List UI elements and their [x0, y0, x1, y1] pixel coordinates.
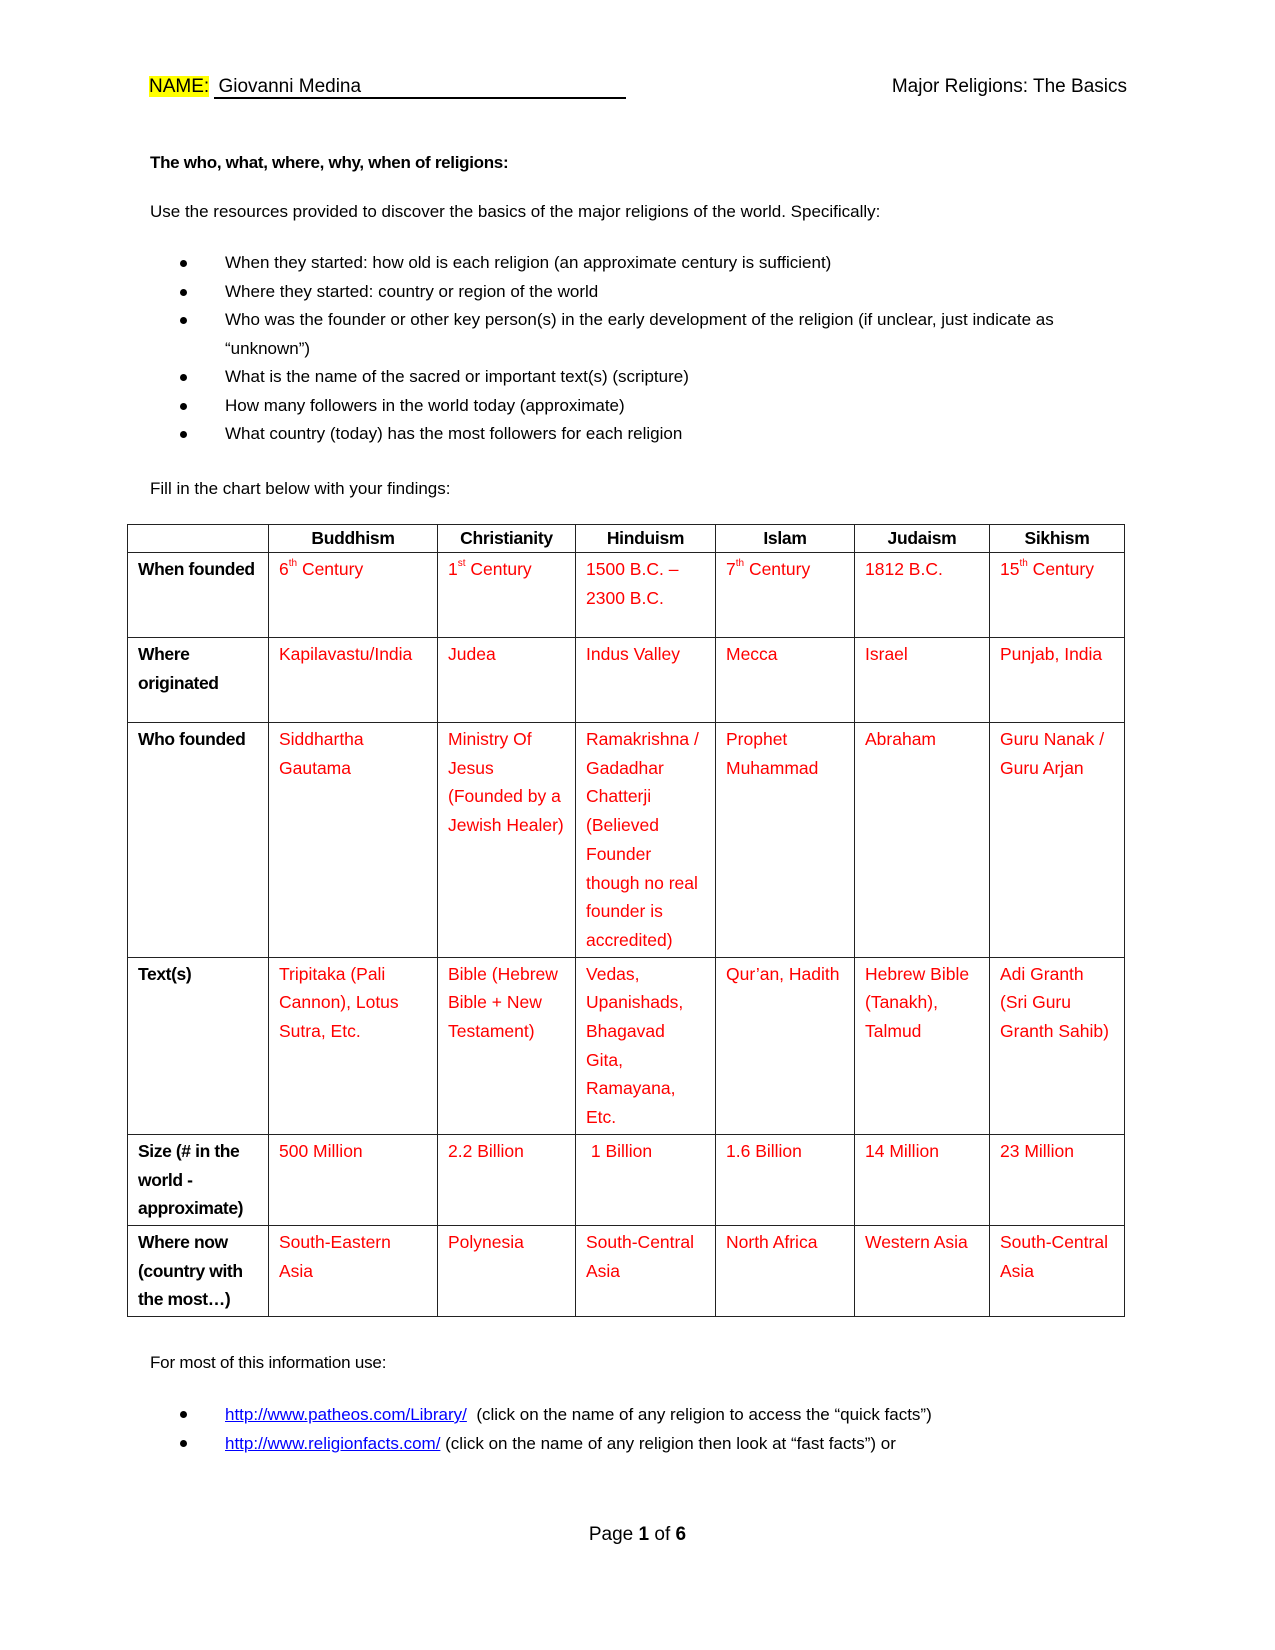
table-cell[interactable]: 23 Million — [990, 1134, 1125, 1225]
patheos-link[interactable]: http://www.patheos.com/Library/ — [225, 1405, 467, 1424]
table-cell[interactable]: Bible (Hebrew Bible + New Testament) — [438, 957, 576, 1134]
table-row — [128, 1225, 1125, 1316]
list-item: Who was the founder or other key person(s) in the early development of the religion (if unclear, just indicate as “unknown”) — [150, 306, 1080, 363]
column-header: Sikhism — [990, 525, 1125, 553]
name-line — [149, 76, 626, 99]
bullet-icon — [180, 403, 187, 410]
table-cell[interactable]: Indus Valley — [576, 638, 716, 723]
table-cell[interactable]: 1 Billion — [576, 1134, 716, 1225]
table-cell[interactable]: Abraham — [855, 723, 990, 958]
table-row — [128, 1134, 1125, 1225]
bullet-icon — [180, 374, 187, 381]
instruction-list — [150, 249, 1080, 449]
table-cell[interactable]: 500 Million — [269, 1134, 438, 1225]
table-row — [128, 638, 1125, 723]
table-cell[interactable]: Vedas, Upanishads, Bhagavad Gita, Ramayana, Etc. — [576, 957, 716, 1134]
section-title: The who, what, where, why, when of religions: — [150, 153, 509, 172]
table-cell[interactable]: South-Central Asia — [576, 1225, 716, 1316]
bullet-icon — [180, 289, 187, 296]
name-field[interactable]: Giovanni Medina — [214, 77, 626, 99]
table-cell[interactable]: South-Central Asia — [990, 1225, 1125, 1316]
row-header: When founded — [128, 553, 269, 638]
table-cell[interactable]: Guru Nanak / Guru Arjan — [990, 723, 1125, 958]
bullet-icon — [180, 1440, 187, 1447]
sources-list — [150, 1400, 1080, 1458]
table-cell[interactable]: 1.6 Billion — [716, 1134, 855, 1225]
table-cell[interactable]: Kapilavastu/India — [269, 638, 438, 723]
list-item: What is the name of the sacred or important text(s) (scripture) — [150, 363, 1080, 392]
page-word: Page — [588, 1524, 634, 1545]
link-note: (click on the name of any religion to access the “quick facts”) — [466, 1405, 932, 1424]
table-cell[interactable]: Judea — [438, 638, 576, 723]
bullet-icon — [180, 317, 187, 324]
table-cell[interactable]: 6th Century — [269, 553, 438, 638]
page-total: 6 — [675, 1524, 687, 1545]
table-cell[interactable]: 15th Century — [990, 553, 1125, 638]
page-number: 1 — [638, 1524, 650, 1545]
table-cell[interactable]: Siddhartha Gautama — [269, 723, 438, 958]
table-cell[interactable]: 1500 B.C. – 2300 B.C. — [576, 553, 716, 638]
row-header: Where now (country with the most…) — [128, 1225, 269, 1316]
sources-intro: For most of this information use: — [150, 1353, 387, 1372]
table-cell[interactable]: 1st Century — [438, 553, 576, 638]
link-note: (click on the name of any religion then look at “fast facts”) or — [440, 1434, 896, 1453]
row-header: Who founded — [128, 723, 269, 958]
intro-paragraph: Use the resources provided to discover the basics of the major religions of the world. Specifically: — [150, 202, 881, 221]
table-cell[interactable]: 7th Century — [716, 553, 855, 638]
table-cell[interactable]: Adi Granth (Sri Guru Granth Sahib) — [990, 957, 1125, 1134]
table-cell[interactable]: Ramakrishna / Gadadhar Chatterji (Believed Founder though no real founder is accredited) — [576, 723, 716, 958]
row-header: Text(s) — [128, 957, 269, 1134]
table-cell[interactable]: Mecca — [716, 638, 855, 723]
table-cell[interactable]: Western Asia — [855, 1225, 990, 1316]
list-item: Where they started: country or region of the world — [150, 278, 1080, 307]
table-cell[interactable]: 1812 B.C. — [855, 553, 990, 638]
table-cell[interactable]: South-Eastern Asia — [269, 1225, 438, 1316]
religions-table — [127, 524, 1125, 1317]
table-row — [128, 553, 1125, 638]
table-row — [128, 723, 1125, 958]
religionfacts-link[interactable]: http://www.religionfacts.com/ — [225, 1434, 441, 1453]
page-footer — [0, 1524, 1275, 1546]
table-cell[interactable]: 14 Million — [855, 1134, 990, 1225]
table-cell[interactable]: Ministry Of Jesus (Founded by a Jewish Healer) — [438, 723, 576, 958]
row-header: Where originated — [128, 638, 269, 723]
table-cell[interactable]: 2.2 Billion — [438, 1134, 576, 1225]
column-header: Christianity — [438, 525, 576, 553]
column-header: Buddhism — [269, 525, 438, 553]
bullet-icon — [180, 1411, 187, 1418]
list-item: When they started: how old is each religion (an approximate century is sufficient) — [150, 249, 1080, 278]
list-item: How many followers in the world today (approximate) — [150, 392, 1080, 421]
of-word: of — [654, 1524, 671, 1545]
table-cell[interactable]: Hebrew Bible (Tanakh), Talmud — [855, 957, 990, 1134]
table-row — [128, 957, 1125, 1134]
table-header-row — [128, 525, 1125, 553]
table-cell[interactable]: Qur’an, Hadith — [716, 957, 855, 1134]
column-header: Hinduism — [576, 525, 716, 553]
name-label: NAME: — [149, 76, 210, 97]
table-cell[interactable]: Polynesia — [438, 1225, 576, 1316]
bullet-icon — [180, 260, 187, 267]
list-item: What country (today) has the most followers for each religion — [150, 420, 1080, 449]
list-item — [150, 1400, 1080, 1429]
column-header: Islam — [716, 525, 855, 553]
table-cell[interactable]: North Africa — [716, 1225, 855, 1316]
fill-in-instruction: Fill in the chart below with your findings: — [150, 479, 451, 498]
table-cell[interactable]: Tripitaka (Pali Cannon), Lotus Sutra, Etc. — [269, 957, 438, 1134]
bullet-icon — [180, 431, 187, 438]
table-cell[interactable]: Israel — [855, 638, 990, 723]
row-header: Size (# in the world - approximate) — [128, 1134, 269, 1225]
document-title: Major Religions: The Basics — [891, 76, 1127, 97]
table-cell[interactable]: Prophet Muhammad — [716, 723, 855, 958]
table-cell[interactable]: Punjab, India — [990, 638, 1125, 723]
column-header — [128, 525, 269, 553]
column-header: Judaism — [855, 525, 990, 553]
list-item — [150, 1429, 1080, 1458]
